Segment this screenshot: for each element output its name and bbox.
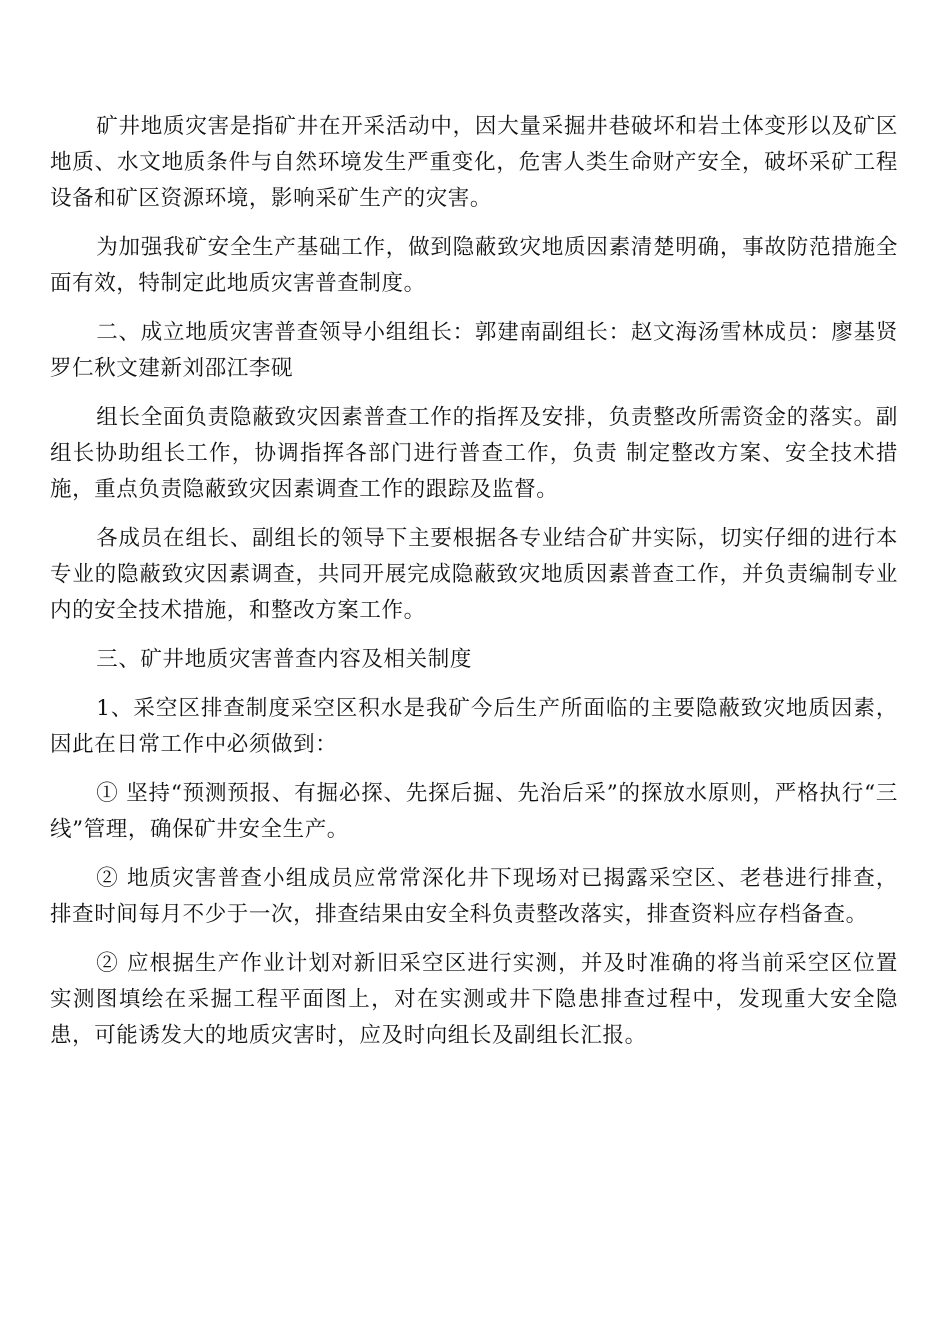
paragraph-item-3: ② 应根据生产作业计划对新旧采空区进行实测，并及时准确的将当前采空区位置实测图填绘在采掘工程平面图上，对在实测或井下隐患排查过程中，发现重大安全隐患，可能诱发大的地质灾害时，应及时向组长及副组长汇报。: [50, 951, 898, 1048]
paragraph-item-2: ② 地质灾害普查小组成员应常常深化井下现场对已揭露采空区、老巷进行排查，排查时间每月不少于一次，排查结果由安全科负责整改落实，排查资料应存档备查。: [50, 866, 898, 927]
paragraph-section-three-heading: 三、矿井地质灾害普查内容及相关制度: [96, 647, 472, 672]
document-body: [50, 109, 898, 1067]
paragraph-item-1: ① 坚持“预测预报、有掘必探、先探后掘、先治后采”的探放水原则，严格执行“三线”管理，确保矿井安全生产。: [50, 781, 898, 842]
paragraph-member-duties: 各成员在组长、副组长的领导下主要根据各专业结合矿井实际，切实仔细的进行本专业的隐蔽致灾因素调查，共同开展完成隐蔽致灾地质因素普查工作，并负责编制专业内的安全技术措施，和整改方案工作。: [50, 526, 898, 623]
paragraph-leader-duties: 组长全面负责隐蔽致灾因素普查工作的指挥及安排，负责整改所需资金的落实。副组长协助组长工作，协调指挥各部门进行普查工作，负责 制定整改方案、安全技术措施，重点负责隐蔽致灾因素调查工作的跟踪及监督。: [50, 405, 898, 502]
paragraph-goaf-system: 1、采空区排查制度采空区积水是我矿今后生产所面临的主要隐蔽致灾地质因素，因此在日常工作中必须做到：: [50, 696, 898, 757]
paragraph-section-two-heading: 二、成立地质灾害普查领导小组组长：郭建南副组长：赵文海汤雪林成员：廖基贤罗仁秋文建新刘邵江李砚: [50, 320, 898, 381]
paragraph-definition: 矿井地质灾害是指矿井在开采活动中，因大量采掘井巷破坏和岩土体变形以及矿区地质、水文地质条件与自然环境发生严重变化，危害人类生命财产安全，破坏采矿工程设备和矿区资源环境，影响采矿生产的灾害。: [50, 114, 898, 211]
paragraph-purpose: 为加强我矿安全生产基础工作，做到隐蔽致灾地质因素清楚明确，事故防范措施全面有效，特制定此地质灾害普查制度。: [50, 235, 898, 296]
